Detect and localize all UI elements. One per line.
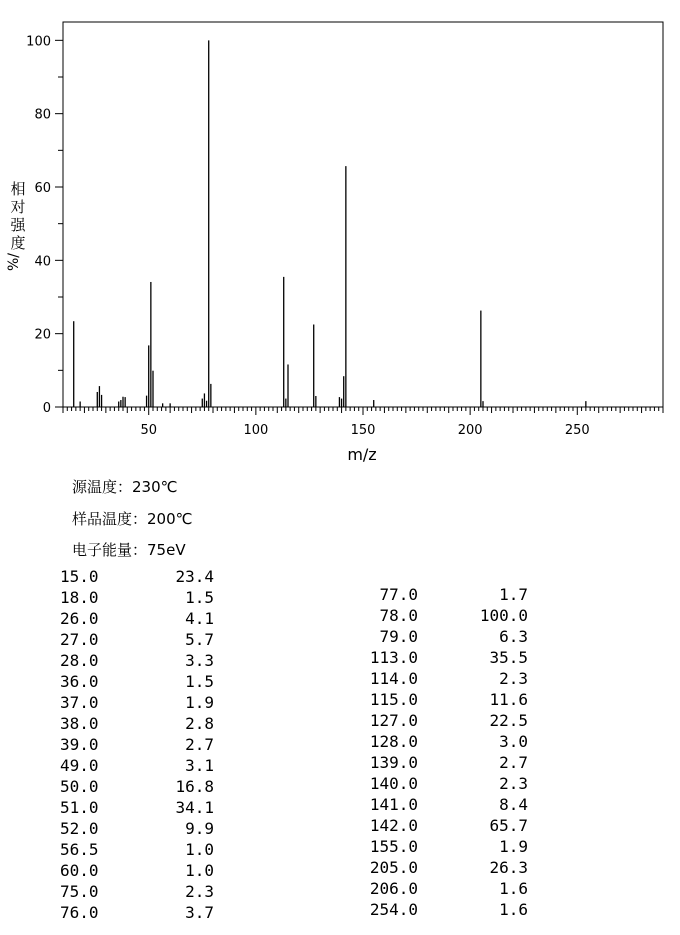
abundance-value: 100.0 — [479, 606, 528, 625]
abundance-value: 1.6 — [499, 879, 528, 898]
mz-value: 38.0 — [60, 714, 99, 733]
abundance-value: 4.1 — [185, 609, 214, 628]
table-row — [0, 650, 240, 671]
x-tick-label: 250 — [564, 423, 590, 438]
table-row — [240, 773, 540, 794]
abundance-value: 2.3 — [185, 882, 214, 901]
x-tick-label: 100 — [243, 423, 269, 438]
mz-value: 52.0 — [60, 819, 99, 838]
mz-value: 60.0 — [60, 861, 99, 880]
abundance-value: 2.3 — [499, 669, 528, 688]
x-tick-label: 50 — [140, 423, 157, 438]
mz-value: 76.0 — [60, 903, 99, 922]
table-row — [0, 566, 240, 587]
table-row — [0, 881, 240, 902]
abundance-value: 1.6 — [499, 900, 528, 919]
table-row — [240, 899, 540, 920]
table-row — [240, 710, 540, 731]
table-row — [240, 731, 540, 752]
y-axis-label-group — [6, 180, 26, 271]
table-row — [240, 689, 540, 710]
abundance-value: 9.9 — [185, 819, 214, 838]
abundance-value: 1.9 — [499, 837, 528, 856]
y-axis — [26, 34, 63, 416]
mz-value: 18.0 — [60, 588, 99, 607]
x-tick-label: 150 — [350, 423, 376, 438]
table-row — [0, 860, 240, 881]
mz-value: 205.0 — [369, 858, 418, 877]
table-row — [240, 836, 540, 857]
mz-value: 142.0 — [369, 816, 418, 835]
abundance-value: 34.1 — [175, 798, 214, 817]
mz-value: 155.0 — [369, 837, 418, 856]
y-tick-label: 40 — [34, 254, 51, 270]
abundance-value: 2.3 — [499, 774, 528, 793]
abundance-value: 26.3 — [489, 858, 528, 877]
mz-value: 79.0 — [379, 627, 418, 646]
table-row — [0, 671, 240, 692]
mz-value: 39.0 — [60, 735, 99, 754]
mz-value: 50.0 — [60, 777, 99, 796]
mz-value: 26.0 — [60, 609, 99, 628]
table-row — [0, 692, 240, 713]
mz-value: 75.0 — [60, 882, 99, 901]
y-axis-unit: %/ — [6, 252, 22, 272]
mz-value: 15.0 — [60, 567, 99, 586]
mz-value: 78.0 — [379, 606, 418, 625]
abundance-value: 2.7 — [185, 735, 214, 754]
abundance-value: 23.4 — [175, 567, 214, 586]
table-row — [240, 626, 540, 647]
abundance-value: 2.8 — [185, 714, 214, 733]
mz-value: 28.0 — [60, 651, 99, 670]
table-row — [0, 608, 240, 629]
y-tick-label: 60 — [34, 181, 51, 196]
table-row — [0, 797, 240, 818]
table-row — [240, 647, 540, 668]
table-row — [240, 668, 540, 689]
mz-value: 49.0 — [60, 756, 99, 775]
table-row — [0, 839, 240, 860]
table-row — [0, 734, 240, 755]
abundance-value: 1.5 — [185, 672, 214, 691]
mz-value: 206.0 — [369, 879, 418, 898]
table-row — [240, 752, 540, 773]
abundance-value: 22.5 — [489, 711, 528, 730]
table-row — [0, 587, 240, 608]
abundance-value: 35.5 — [489, 648, 528, 667]
y-tick-label: 20 — [34, 327, 51, 343]
mz-value: 77.0 — [379, 585, 418, 604]
spectrum-peaks — [74, 40, 586, 407]
abundance-value: 16.8 — [175, 777, 214, 796]
abundance-value: 3.0 — [499, 732, 528, 751]
abundance-value: 1.7 — [499, 585, 528, 604]
table-row — [0, 713, 240, 734]
abundance-value: 1.9 — [185, 693, 214, 712]
abundance-value: 8.4 — [499, 795, 528, 814]
source-temperature: 源温度：230℃ — [72, 478, 178, 496]
electron-energy: 电子能量：75eV — [72, 541, 186, 559]
mz-value: 139.0 — [369, 753, 418, 772]
x-tick-label: 200 — [457, 423, 483, 438]
mz-value: 128.0 — [369, 732, 418, 751]
mz-value: 140.0 — [369, 774, 418, 793]
mz-value: 141.0 — [369, 795, 418, 814]
table-row — [240, 857, 540, 878]
mz-value: 115.0 — [369, 690, 418, 709]
mz-value: 36.0 — [60, 672, 99, 691]
abundance-value: 3.1 — [185, 756, 214, 775]
table-row — [240, 584, 540, 605]
sample-temperature: 样品温度：200℃ — [72, 510, 193, 528]
peak-table-right — [240, 584, 540, 920]
mz-value: 37.0 — [60, 693, 99, 712]
abundance-value: 3.3 — [185, 651, 214, 670]
table-row — [240, 878, 540, 899]
x-axis — [63, 407, 663, 438]
table-row — [240, 815, 540, 836]
mz-value: 114.0 — [369, 669, 418, 688]
y-tick-label: 0 — [42, 401, 51, 416]
y-tick-label: 100 — [26, 34, 51, 50]
abundance-value: 1.0 — [185, 861, 214, 880]
abundance-value: 65.7 — [489, 816, 528, 835]
table-row — [240, 605, 540, 626]
abundance-value: 11.6 — [489, 690, 528, 709]
abundance-value: 3.7 — [185, 903, 214, 922]
abundance-value: 2.7 — [499, 753, 528, 772]
table-row — [0, 755, 240, 776]
mz-value: 113.0 — [369, 648, 418, 667]
abundance-value: 1.0 — [185, 840, 214, 859]
y-tick-label: 80 — [34, 107, 51, 123]
mz-value: 51.0 — [60, 798, 99, 817]
table-row — [0, 776, 240, 797]
mz-value: 56.5 — [60, 840, 99, 859]
mz-value: 27.0 — [60, 630, 99, 649]
plot-frame — [63, 22, 663, 407]
table-row — [240, 794, 540, 815]
abundance-value: 1.5 — [185, 588, 214, 607]
table-row — [0, 818, 240, 839]
mz-value: 127.0 — [369, 711, 418, 730]
x-axis-label: m/z — [347, 445, 377, 464]
peak-table-left — [0, 566, 240, 923]
mz-value: 254.0 — [369, 900, 418, 919]
table-row — [0, 902, 240, 923]
abundance-value: 5.7 — [185, 630, 214, 649]
abundance-value: 6.3 — [499, 627, 528, 646]
table-row — [0, 629, 240, 650]
y-axis-label: 相对强度 — [10, 180, 26, 252]
